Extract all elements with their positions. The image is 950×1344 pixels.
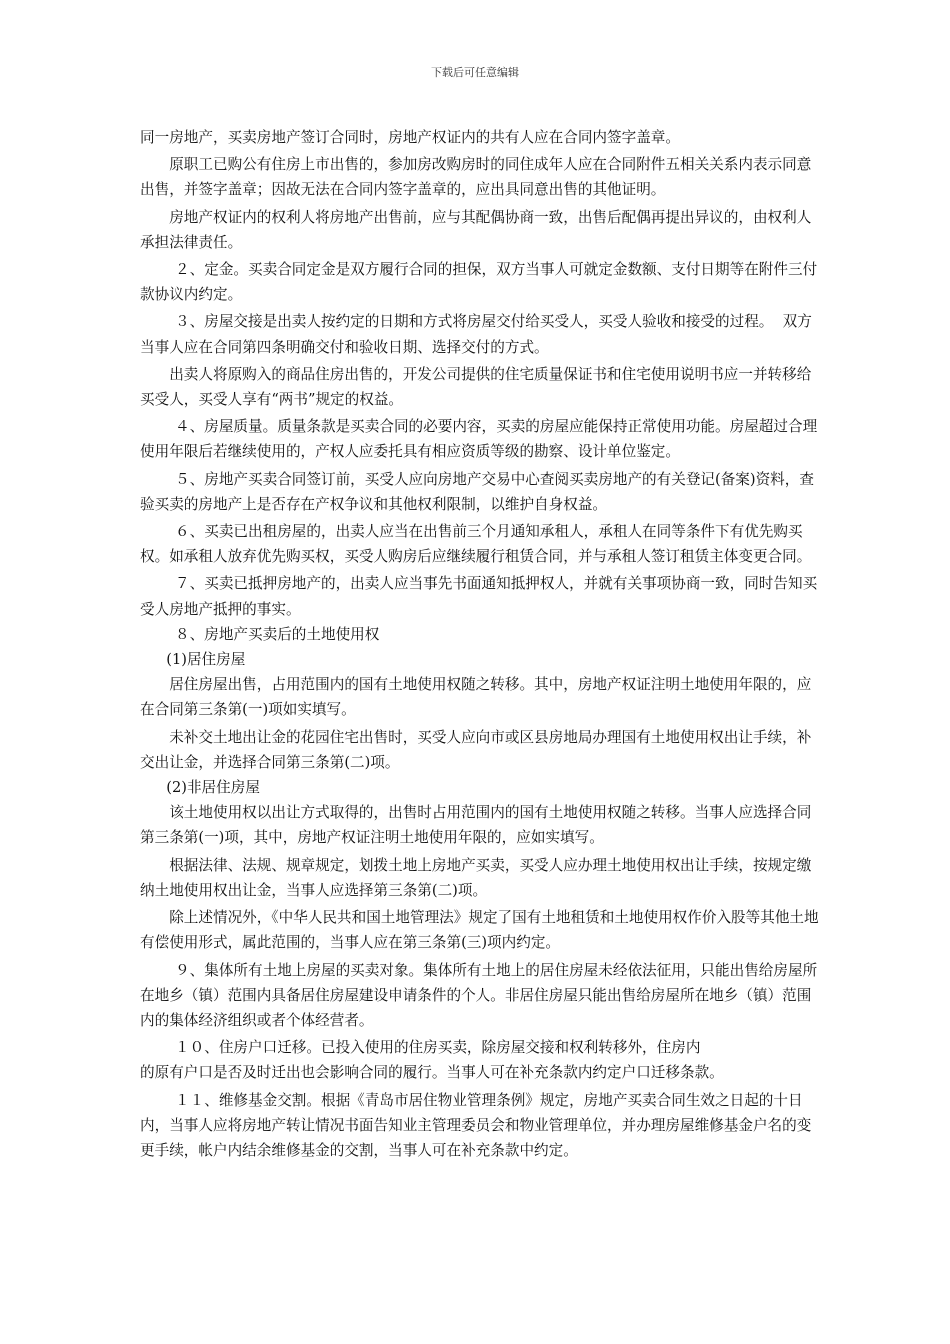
document-body xyxy=(140,125,820,1163)
paragraph: 根据法律、法规、规章规定，划拨土地上房地产买卖，买受人应办理土地使用权出让手续，按规定缴纳土地使用权出让金，当事人应选择第三条第(二)项。 xyxy=(140,856,812,899)
paragraph: 房地产权证内的权利人将房地产出售前，应与其配偶协商一致，出售后配偶再提出异议的，由权利人承担法律责任。 xyxy=(140,208,812,251)
paragraph: 居住房屋出售，占用范围内的国有土地使用权随之转移。其中，房地产权证注明土地使用年限的，应在合同第三条第(一)项如实填写。 xyxy=(140,676,812,719)
paragraph: １１、维修基金交割。根据《青岛市居住物业管理条例》规定，房地产买卖合同生效之日起的十日内，当事人应将房地产转让情况书面告知业主管理委员会和物业管理单位，并办理房屋维修基金户名的变更手续，帐户内结余维修基金的交割，当事人可在补充条款中约定。 xyxy=(140,1091,812,1159)
paragraph: ４、房屋质量。质量条款是买卖合同的必要内容，买卖的房屋应能保持正常使用功能。房屋超过合理使用年限后若继续使用的，产权人应委托具有相应资质等级的勘察、设计单位鉴定。 xyxy=(140,418,818,461)
subsection-heading: (2)非居住房屋 xyxy=(166,779,260,797)
paragraph: 出卖人将原购入的商品住房出售的，开发公司提供的住宅质量保证书和住宅使用说明书应一并转移给买受人，买受人享有“两书”规定的权益。 xyxy=(140,365,812,409)
paragraph: 原职工已购公有住房上市出售的，参加房改购房时的同住成年人应在合同附件五相关关系内表示同意出售，并签字盖章；因故无法在合同内签字盖章的，应出具同意出售的其他证明。 xyxy=(140,156,812,199)
paragraph: 未补交土地出让金的花园住宅出售时，买受人应向市或区县房地局办理国有土地使用权出让手续，补交出让金，并选择合同第三条第(二)项。 xyxy=(140,728,812,771)
paragraph: ９、集体所有土地上房屋的买卖对象。集体所有土地上的居住房屋未经依法征用，只能出售给房屋所在地乡（镇）范围内具备居住房屋建设申请条件的个人。非居住房屋只能出售给房屋所在地乡（镇）范围内的集体经济组织或者个体经营者。 xyxy=(140,961,818,1029)
paragraph: ２、定金。买卖合同定金是双方履行合同的担保，双方当事人可就定金数额、支付日期等在附件三付款协议内约定。 xyxy=(140,261,818,304)
paragraph: ６、买卖已出租房屋的，出卖人应当在出售前三个月通知承租人，承租人在同等条件下有优先购买权。如承租人放弃优先购买权，买受人购房后应继续履行租赁合同，并与承租人签订租赁主体变更合同。 xyxy=(140,523,812,566)
paragraph: 该土地使用权以出让方式取得的，出售时占用范围内的国有土地使用权随之转移。当事人应选择合同第三条第(一)项，其中，房地产权证注明土地使用年限的，应如实填写。 xyxy=(140,804,812,847)
paragraph: ７、买卖已抵押房地产的，出卖人应当事先书面通知抵押权人，并就有关事项协商一致，同时告知买受人房地产抵押的事实。 xyxy=(140,575,818,618)
page-header: 下载后可任意编辑 xyxy=(431,66,519,79)
paragraph: ３、房屋交接是出卖人按约定的日期和方式将房屋交付给买受人，买受人验收和接受的过程。 双方当事人应在合同第四条明确交付和验收日期、选择交付的方式。 xyxy=(140,313,812,356)
paragraph: 同一房地产，买卖房地产签订合同时，房地产权证内的共有人应在合同内签字盖章。 xyxy=(140,129,680,146)
paragraph: ５、房地产买卖合同签订前，买受人应向房地产交易中心查阅买卖房地产的有关登记(备案)资料，查验买卖的房地产上是否存在产权争议和其他权利限制，以维护自身权益。 xyxy=(140,470,814,513)
subsection-heading: (1)居住房屋 xyxy=(166,651,246,669)
paragraph: １０、住房户口迁移。已投入使用的住房买卖，除房屋交接和权利转移外，住房内 xyxy=(175,1039,701,1057)
section-heading: ８、房地产买卖后的土地使用权 xyxy=(175,625,380,643)
paragraph: 的原有户口是否及时迁出也会影响合同的履行。当事人可在补充条款内约定户口迁移条款。 xyxy=(140,1064,724,1082)
paragraph: 除上述情况外，《中华人民共和国土地管理法》规定了国有土地租赁和土地使用权作价入股等其他土地有偿使用形式，属此范围的，当事人应在第三条第(三)项内约定。 xyxy=(140,909,819,952)
